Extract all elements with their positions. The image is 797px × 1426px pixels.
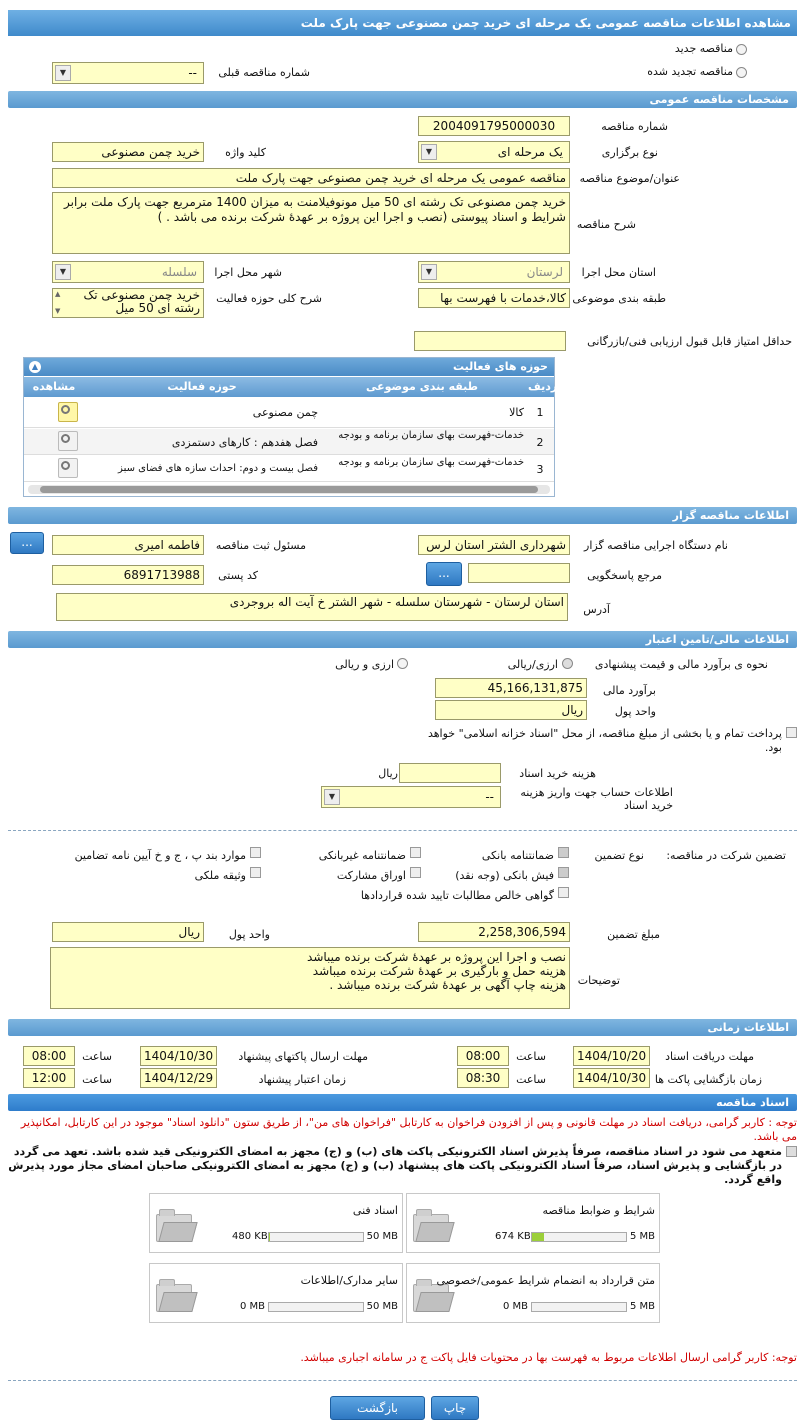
reference-field (468, 563, 570, 583)
notes-line: هزینه چاپ آگهی بر عهدهٔ شرکت برنده میباشد . (329, 978, 566, 992)
commit-text: متعهد می شود در اسناد مناقصه، صرفاً پذیرش اسناد الکترونیکی پاکت های (ب) و (ج) مجهز به امضای الکترونیکی قید شده باشد. تعهد می گردد در بازگشایی و پذیرش اسناد، صرفاً اسناد الکترونیکی پاکت های پیشنهاد (ب) و (ج) مجهز به امضای الکترونیکی صاحبان امضای مجاز مورد پذیرش واقع گردد. (8, 1145, 782, 1186)
renewed-tender-label: مناقصه تجدید شده (647, 65, 733, 78)
doc-max-size: 5 MB (629, 1231, 655, 1242)
reference-label: مرجع پاسخگویی (587, 569, 662, 582)
holding-type-select[interactable] (418, 141, 570, 163)
responsible-label: مسئول ثبت مناقصه (215, 539, 306, 552)
folder-icon (156, 1214, 192, 1242)
scrollbar-thumb[interactable] (40, 486, 538, 493)
receive-docs-time: 08:00 (457, 1046, 509, 1066)
participation-bonds-checkbox[interactable] (410, 867, 421, 878)
doc-fee-label: هزینه خرید اسناد (519, 767, 596, 780)
send-date: 1404/10/30 (140, 1046, 217, 1066)
keyword-label: کلید واژه (225, 146, 266, 159)
prev-number-select[interactable] (52, 62, 204, 84)
chevron-down-icon: ▼ (421, 264, 437, 280)
cash-receipt-checkbox[interactable] (558, 867, 569, 878)
province-label: استان محل اجرا (581, 266, 656, 279)
time-label: ساعت (82, 1073, 112, 1086)
horizontal-scrollbar[interactable] (28, 485, 550, 494)
view-icon[interactable] (58, 431, 78, 451)
currency-label: واحد پول (614, 705, 656, 718)
estimate-field: 45,166,131,875 (435, 678, 587, 698)
account-select[interactable] (321, 786, 501, 808)
doc-name: اسناد فنی (352, 1204, 398, 1217)
guarantee-currency-field: ریال (52, 922, 204, 942)
regulation-items-checkbox[interactable] (250, 847, 261, 858)
city-label: شهر محل اجرا (214, 266, 282, 279)
bank-guarantee-checkbox[interactable] (558, 847, 569, 858)
new-tender-label: مناقصه جدید (674, 42, 733, 55)
view-icon[interactable] (58, 458, 78, 478)
documents-section-header: اسناد مناقصه (8, 1094, 797, 1111)
category-field: کالا،خدمات با فهرست بها (418, 288, 570, 308)
activity-table (23, 357, 558, 497)
validity-date: 1404/12/29 (140, 1068, 217, 1088)
doc-max-size: 50 MB (366, 1301, 398, 1312)
row-field: فصل بیست و دوم: احداث سازه های فضای سبز (118, 463, 318, 474)
regulation-items-label: موارد بند پ ، ج و خ آیین نامه تضامین (74, 849, 246, 862)
currency-field: ریال (435, 700, 587, 720)
row-field: چمن مصنوعی (252, 406, 318, 419)
divider (8, 1380, 797, 1381)
timing-section-header: اطلاعات زمانی (8, 1019, 797, 1036)
organizer-section-header: اطلاعات مناقصه گزار (8, 507, 797, 524)
claims-certificate-label: گواهی خالص مطالبات تایید شده قراردادها (360, 889, 554, 902)
time-label: ساعت (516, 1050, 546, 1063)
guarantee-type-label: نوع تضمین (594, 849, 644, 862)
guarantee-amount-field: 2,258,306,594 (418, 922, 570, 942)
finance-section-header: اطلاعات مالی/تامین اعتبار (8, 631, 797, 648)
activity-table-title: حوزه های فعالیت (24, 358, 554, 376)
reference-more-button[interactable]: ... (426, 562, 462, 586)
folder-icon (156, 1284, 192, 1312)
guarantee-label: تضمین شرکت در مناقصه: (666, 849, 786, 862)
province-select[interactable] (418, 261, 570, 283)
currency-rial-option: ارزی/ریالی (507, 658, 558, 671)
view-icon[interactable] (58, 402, 78, 422)
documents-note: توجه : کاربر گرامی، دریافت اسناد در مهلت قانونی و پس از افزودن فراخوان به کارتابل "فراخوان های من"، از طریق ستون "دانلود اسناد" موجود در این کارتابل، امکانپذیر می باشد. (20, 1116, 797, 1143)
activity-desc-field: خرید چمن مصنوعی تک رشته ای 50 میل (52, 288, 204, 318)
claims-certificate-checkbox[interactable] (558, 887, 569, 898)
notes-line: نصب و اجرا این پروژه بر عهدهٔ شرکت برنده میباشد (307, 950, 566, 964)
validity-label: زمان اعتبار پیشنهاد (258, 1073, 346, 1086)
guarantee-currency-label: واحد پول (228, 928, 270, 941)
open-time: 08:30 (457, 1068, 509, 1088)
subject-field: مناقصه عمومی یک مرحله ای خرید چمن مصنوعی جهت پارک ملت (52, 168, 570, 188)
folder-icon (413, 1284, 449, 1312)
bank-guarantee-label: ضمانتنامه بانکی (481, 849, 554, 862)
keyword-field: خرید چمن مصنوعی (52, 142, 204, 162)
doc-size: 674 KB (495, 1231, 531, 1242)
chevron-down-icon: ▼ (324, 789, 340, 805)
new-tender-radio[interactable] (736, 44, 747, 55)
nonbank-guarantee-checkbox[interactable] (410, 847, 421, 858)
postal-code-label: کد پستی (218, 569, 258, 582)
doc-progress-bar (268, 1232, 364, 1242)
holding-type-value: یک مرحله ای (497, 145, 563, 159)
row-field: فصل هفدهم : کارهای دستمزدی (171, 436, 318, 449)
row-category: خدمات-فهرست بهای سازمان برنامه و بودجه (338, 430, 524, 441)
doc-size: 480 KB (232, 1231, 268, 1242)
send-time: 08:00 (23, 1046, 75, 1066)
doc-item-other[interactable] (149, 1263, 403, 1323)
doc-progress-fill (269, 1233, 270, 1241)
col-field: حوزه فعالیت (167, 380, 237, 393)
activity-desc-label: شرح کلی حوزه فعالیت (216, 292, 322, 305)
activity-table-header-row (24, 377, 558, 397)
doc-item-technical[interactable] (149, 1193, 403, 1253)
notes-line: هزینه حمل و بارگیری بر عهدهٔ شرکت برنده میباشد (312, 964, 566, 978)
chevron-down-icon: ▼ (421, 144, 437, 160)
prev-number-label: شماره مناقصه قبلی (218, 66, 310, 79)
send-label: مهلت ارسال پاکتهای پیشنهاد (238, 1050, 368, 1063)
doc-fee-field (399, 763, 501, 783)
property-collateral-checkbox[interactable] (250, 867, 261, 878)
doc-item-terms[interactable] (406, 1193, 660, 1253)
back-button[interactable]: بازگشت (330, 1396, 425, 1420)
doc-progress-fill (532, 1233, 544, 1241)
account-value: -- (485, 790, 494, 804)
participation-bonds-label: اوراق مشارکت (336, 869, 406, 882)
doc-size: 0 MB (503, 1301, 529, 1312)
doc-item-contract[interactable] (406, 1263, 660, 1323)
doc-progress-bar (268, 1302, 364, 1312)
receive-docs-label: مهلت دریافت اسناد (665, 1050, 754, 1063)
row-category: خدمات-فهرست بهای سازمان برنامه و بودجه (338, 457, 524, 468)
time-label: ساعت (516, 1073, 546, 1086)
tender-number-label: شماره مناقصه (601, 120, 668, 133)
collapse-icon[interactable]: ▲ (29, 361, 41, 373)
estimate-method-label: نحوه ی برآورد مالی و قیمت پیشنهادی (594, 658, 768, 671)
col-category: طبقه بندی موضوعی (365, 380, 479, 393)
chevron-down-icon: ▼ (55, 65, 71, 81)
subject-label: عنوان/موضوع مناقصه (579, 172, 680, 185)
renewed-tender-radio[interactable] (736, 67, 747, 78)
organization-label: نام دستگاه اجرایی مناقصه گزار (584, 539, 728, 552)
min-score-label: حداقل امتیاز قابل قبول ارزیابی فنی/بازرگانی (587, 335, 792, 348)
nonbank-guarantee-label: ضمانتنامه غیربانکی (318, 849, 406, 862)
row-category: کالا (509, 406, 524, 419)
holding-type-label: نوع برگزاری (601, 146, 658, 159)
general-section-header: مشخصات مناقصه عمومی (8, 91, 797, 108)
city-value: سلسله (161, 265, 197, 279)
estimate-label: برآورد مالی (603, 684, 656, 697)
city-select[interactable] (52, 261, 204, 283)
address-field: استان لرستان - شهرستان سلسله - شهر الشتر خ آیت اله بروجردی (56, 593, 568, 621)
account-label: اطلاعات حساب جهت واریز هزینه خرید اسناد (520, 786, 673, 812)
prev-number-value: -- (188, 66, 197, 80)
organization-field: شهرداری الشتر استان لرس (418, 535, 570, 555)
scroll-up-icon[interactable]: ▲ (55, 290, 61, 298)
responsible-more-button[interactable]: ... (10, 532, 44, 554)
folder-icon (413, 1214, 449, 1242)
print-button[interactable]: چاپ (431, 1396, 479, 1420)
min-score-field (414, 331, 566, 351)
currency-rial-radio[interactable] (562, 658, 573, 669)
row-number: 3 (536, 463, 544, 476)
col-row-number: ردیف (528, 380, 558, 393)
description-label: شرح مناقصه (576, 218, 636, 231)
chevron-down-icon: ▼ (55, 264, 71, 280)
property-collateral-label: وثیقه ملکی (194, 869, 246, 882)
description-field: خرید چمن مصنوعی تک رشته ای 50 میل مونوفیلامنت به میزان 1400 مترمربع جهت پارک ملت برابر شرایط و اسناد پیوستی (نصب و اجرا این پروژه بر عهدهٔ شرکت برنده می باشد . ) (52, 192, 570, 254)
cash-receipt-label: فیش بانکی (وجه نقد) (455, 869, 554, 882)
receive-docs-date: 1404/10/20 (573, 1046, 650, 1066)
notes-label: توضیحات (577, 974, 620, 987)
doc-fee-unit: ریال (378, 767, 398, 780)
doc-progress-bar (531, 1302, 627, 1312)
doc-size: 0 MB (240, 1301, 266, 1312)
row-number: 1 (536, 406, 544, 419)
doc-progress-bar (531, 1232, 627, 1242)
notes-field (50, 947, 570, 1009)
doc-name: متن قرارداد به انضمام شرایط عمومی/خصوصی (436, 1274, 655, 1287)
page-title: مشاهده اطلاعات مناقصه عمومی یک مرحله ای خرید چمن مصنوعی جهت پارک ملت (8, 10, 797, 36)
commit-checkbox[interactable] (786, 1146, 797, 1157)
table-row (24, 398, 554, 428)
postal-code-field: 6891713988 (52, 565, 204, 585)
tender-number-field: 2004091795000030 (418, 116, 570, 136)
guarantee-amount-label: مبلغ تضمین (607, 928, 660, 941)
treasury-checkbox[interactable] (786, 727, 797, 738)
responsible-field: فاطمه امیری (52, 535, 204, 555)
treasury-text: پرداخت تمام و یا بخشی از مبلغ مناقصه، از محل "اسناد خزانه اسلامی" خواهد بود. (427, 727, 782, 754)
table-row (24, 456, 554, 482)
time-label: ساعت (82, 1050, 112, 1063)
address-label: آدرس (583, 603, 610, 616)
divider (8, 830, 797, 831)
category-label: طبقه بندی موضوعی (572, 292, 666, 305)
col-view: مشاهده (32, 380, 76, 393)
open-date: 1404/10/30 (573, 1068, 650, 1088)
currency-and-rial-option: ارزی و ریالی (335, 658, 394, 671)
doc-max-size: 50 MB (366, 1231, 398, 1242)
row-number: 2 (536, 436, 544, 449)
doc-max-size: 5 MB (629, 1301, 655, 1312)
doc-name: سایر مدارک/اطلاعات (300, 1274, 398, 1287)
table-row (24, 429, 554, 455)
currency-and-rial-radio[interactable] (397, 658, 408, 669)
doc-name: شرایط و ضوابط مناقصه (542, 1204, 655, 1217)
scroll-down-icon[interactable]: ▼ (55, 307, 61, 315)
price-list-note: توجه: کاربر گرامی ارسال اطلاعات مربوط به فهرست بها در محتویات فایل پاکت ج در سامانه اجباری میباشد. (300, 1351, 797, 1364)
province-value: لرستان (526, 265, 563, 279)
open-label: زمان بازگشایی پاکت ها (654, 1073, 762, 1086)
validity-time: 12:00 (23, 1068, 75, 1088)
